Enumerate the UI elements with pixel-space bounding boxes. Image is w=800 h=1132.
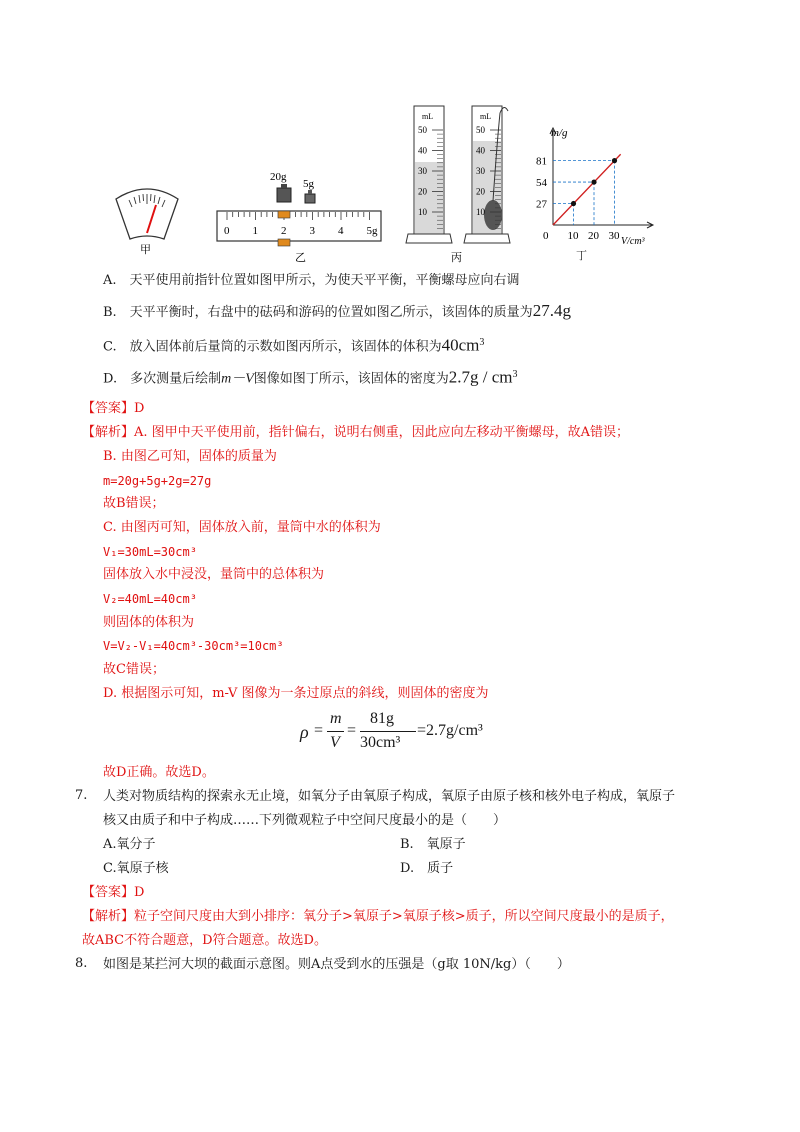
beam-tick-label: 4 bbox=[338, 225, 344, 237]
beam-tick-label: 5g bbox=[366, 225, 378, 237]
data-point bbox=[571, 201, 576, 206]
q6-analysis-b3: 故B错误； bbox=[103, 496, 165, 511]
q6-analysis-d2: 故D正确。故选D。 bbox=[103, 765, 215, 780]
density-formula: ρ = m V = 81g 30cm³ =2.7g/cm³ bbox=[300, 710, 483, 751]
weight-5g-label: 5g bbox=[303, 178, 314, 190]
cylinder-before bbox=[406, 106, 452, 243]
cylinder-tick-label: 40 bbox=[476, 145, 485, 156]
q6-option-d: D. 多次测量后绘制m－V图像如图丁所示，该固体的密度为$2.7g / cm^3$ bbox=[103, 367, 518, 387]
figure-bing bbox=[402, 103, 530, 265]
cylinder-tick-label: 40 bbox=[418, 145, 427, 156]
q6-analysis-c3: 固体放入水中浸没，量筒中的总体积为 bbox=[103, 567, 325, 582]
q6-option-c: C. 放入固体前后量筒的示数如图丙所示，该固体的体积为$40cm^3$ bbox=[103, 335, 485, 355]
cylinder-after bbox=[464, 106, 510, 243]
ding-ylabel: m/g bbox=[551, 127, 568, 139]
q6-answer: 【答案】D bbox=[82, 401, 145, 416]
q6-analysis-c7: 故C错误； bbox=[103, 662, 165, 677]
beam-tick-label: 0 bbox=[224, 225, 230, 237]
beam-tick-label: 2 bbox=[281, 225, 287, 237]
beam-tick-label: 3 bbox=[309, 225, 315, 237]
figure-yi bbox=[215, 168, 385, 264]
x-tick-label: 20 bbox=[588, 230, 599, 242]
rider-bottom bbox=[278, 239, 290, 246]
cylinder-tick-label: 10 bbox=[418, 207, 427, 217]
cylinder-tick-label: 10 bbox=[476, 207, 485, 217]
figure-bing-label: 丙 bbox=[451, 251, 462, 264]
q6-analysis-c4: V₂=40mL=40cm³ bbox=[103, 592, 197, 606]
beam-tick-label: 1 bbox=[252, 225, 258, 237]
cylinder-tick-label: 30 bbox=[418, 166, 427, 176]
series-line bbox=[553, 154, 621, 225]
figure-jia bbox=[112, 183, 182, 255]
svg-text:mL: mL bbox=[480, 112, 492, 121]
q6-analysis-d1: D. 根据图示可知，m-V 图像为一条过原点的斜线，则固体的密度为 bbox=[103, 686, 489, 701]
cylinder-tick-label: 30 bbox=[476, 166, 485, 176]
q7-stem-1: 人类对物质结构的探索永无止境，如氧分子由氧原子构成，氧原子由原子核和核外电子构成，氧原子 bbox=[103, 789, 676, 804]
cylinder-tick-label: 20 bbox=[418, 186, 427, 197]
q8-number: 8. bbox=[75, 956, 88, 971]
figure-ding-label: 丁 bbox=[576, 249, 587, 262]
q7-answer: 【答案】D bbox=[82, 885, 145, 900]
q7-analysis-2: 故ABC不符合题意，D符合题意。故选D。 bbox=[82, 933, 327, 948]
q6-option-b: B. 天平平衡时，右盘中的砝码和游码的位置如图乙所示，该固体的质量为27.4g bbox=[103, 301, 571, 320]
x-tick-label: 10 bbox=[567, 230, 579, 242]
weight-5g bbox=[305, 194, 315, 203]
q7-option-b: B. 氧原子 bbox=[400, 837, 466, 852]
rider-top bbox=[278, 211, 290, 218]
q6-analysis-a: 【解析】A. 图甲中天平使用前，指针偏右，说明右侧重，因此应向左移动平衡螺母，故A错误； bbox=[82, 425, 630, 440]
cylinder-tick-label: 50 bbox=[476, 125, 485, 135]
q7-option-a: A.氧分子 bbox=[103, 837, 156, 852]
x-tick-label: 30 bbox=[608, 230, 620, 242]
q6-analysis-c2: V₁=30mL=30cm³ bbox=[103, 545, 197, 559]
cylinder-tick-label: 50 bbox=[418, 125, 427, 135]
beam bbox=[217, 211, 381, 241]
y-tick-label: 81 bbox=[536, 155, 547, 168]
q7-number: 7. bbox=[75, 788, 88, 803]
y-tick-label: 54 bbox=[536, 177, 547, 190]
data-point bbox=[612, 158, 617, 163]
y-tick-label: 27 bbox=[536, 198, 547, 211]
q7-stem-2: 核又由质子和中子构成……下列微观粒子中空间尺度最小的是（ ） bbox=[103, 813, 507, 828]
q7-analysis-1: 【解析】粒子空间尺度由大到小排序：氧分子>氧原子>氧原子核>质子，所以空间尺度最小的是质子， bbox=[82, 909, 674, 924]
figure-yi-label: 乙 bbox=[295, 251, 306, 264]
q6-analysis-c6: V=V₂-V₁=40cm³-30cm³=10cm³ bbox=[103, 639, 284, 653]
ding-xlabel: V/cm³ bbox=[621, 236, 645, 247]
figure-jia-label: 甲 bbox=[140, 243, 151, 255]
solid-block bbox=[484, 200, 502, 230]
data-point bbox=[591, 179, 596, 184]
x-tick-label: 0 bbox=[543, 230, 549, 242]
q6-analysis-b1: B. 由图乙可知，固体的质量为 bbox=[103, 449, 277, 464]
weight-20g-label: 20g bbox=[270, 171, 287, 183]
q7-option-d: D. 质子 bbox=[400, 861, 454, 876]
q8-stem: 如图是某拦河大坝的截面示意图。则A点受到水的压强是（g取 10N/kg）（ ） bbox=[103, 957, 570, 972]
svg-text:mL: mL bbox=[422, 112, 434, 121]
q6-option-a: A. 天平使用前指针位置如图甲所示，为使天平平衡，平衡螺母应向右调 bbox=[103, 273, 520, 288]
figure-ding bbox=[535, 122, 660, 252]
q6-analysis-c1: C. 由图丙可知，固体放入前，量筒中水的体积为 bbox=[103, 520, 381, 535]
q7-option-c: C.氧原子核 bbox=[103, 861, 169, 876]
cylinder-tick-label: 20 bbox=[476, 186, 485, 197]
q6-analysis-b2: m=20g+5g+2g=27g bbox=[103, 474, 212, 488]
q6-analysis-c5: 则固体的体积为 bbox=[103, 615, 195, 630]
weight-20g bbox=[277, 188, 291, 202]
